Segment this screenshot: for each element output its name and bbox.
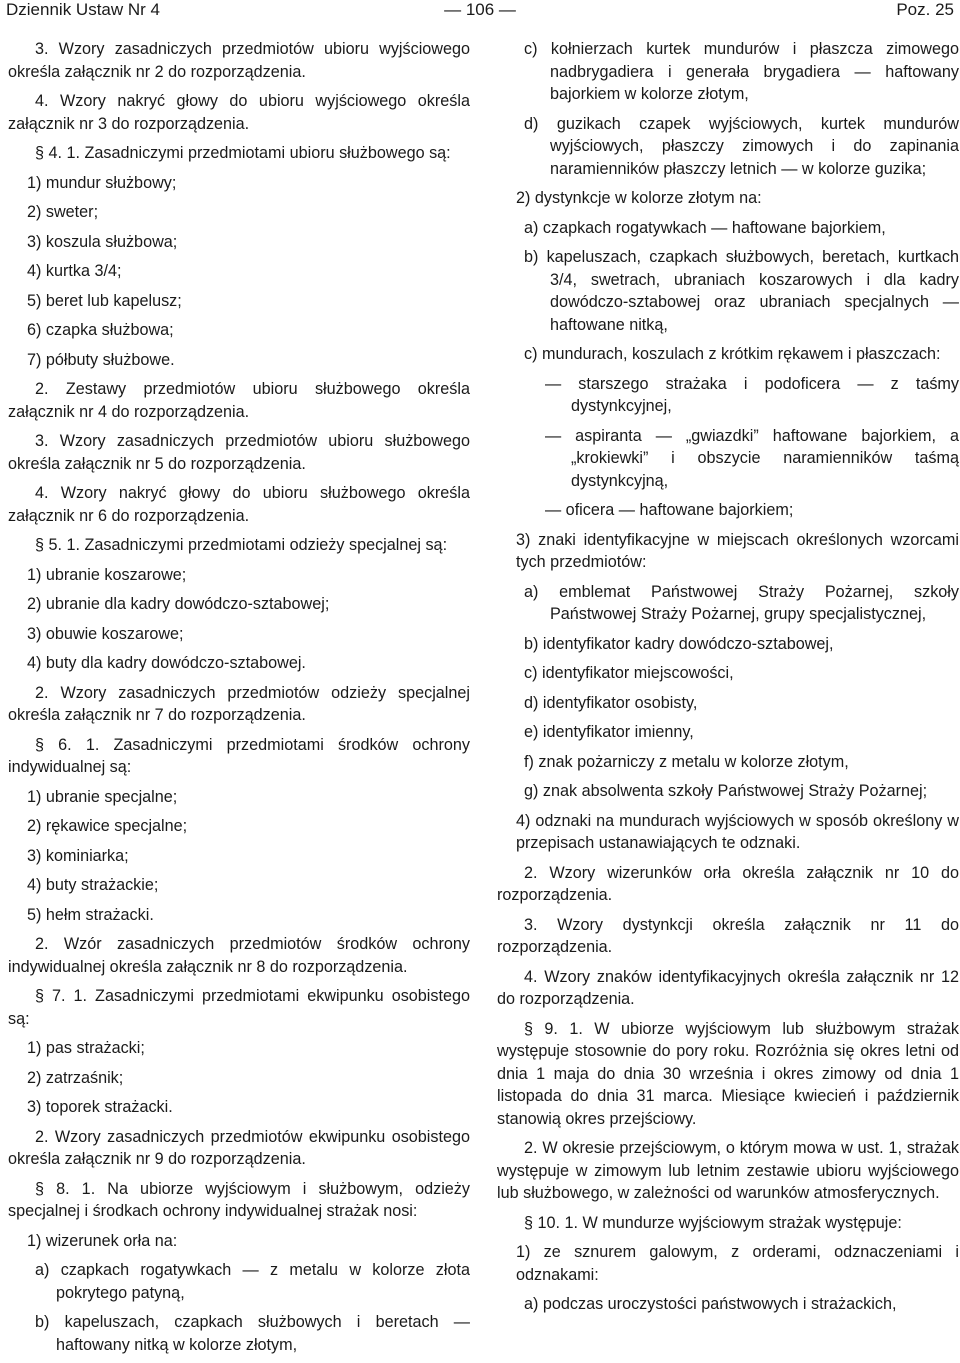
paragraph: f) znak pożarniczy z metalu w kolorze złotym, — [524, 752, 849, 771]
paragraph: — aspiranta — „gwiazdki” haftowane bajorkiem, a „krokiewki” i obszycie naramienników taśmą dystynkcyjną, — [545, 426, 959, 490]
paragraph: 4) buty dla kadry dowódczo-sztabowej. — [27, 654, 306, 672]
paragraph: 2) dystynkcje w kolorze złotym na: — [516, 189, 762, 207]
paragraph: 3. Wzory zasadniczych przedmiotów ubioru służbowego określa załącznik nr 5 do rozporządzenia. — [8, 432, 470, 473]
paragraph: — oficera — haftowane bajorkiem; — [545, 501, 794, 519]
paragraph: 1) ubranie koszarowe; — [27, 565, 187, 584]
paragraph: 1) mundur służbowy; — [27, 173, 177, 192]
paragraph: 2. W okresie przejściowym, o którym mowa w ust. 1, strażak występuje w zimowym lub letnim zestawie ubioru wyjściowego lub służbowego, w zależności od warunków atmosferycznych. — [497, 1139, 959, 1202]
paragraph: § 10. 1. W mundurze wyjściowym strażak występuje: — [524, 1213, 902, 1232]
paragraph: 6) czapka służbowa; — [27, 321, 174, 339]
paragraph: c) mundurach, koszulach z krótkim rękawem i płaszczach: — [524, 345, 941, 363]
paragraph: 2. Wzór zasadniczych przedmiotów środków ochrony indywidualnej określa załącznik nr 8 do rozporządzenia. — [8, 935, 470, 976]
paragraph: 4) odznaki na mundurach wyjściowych w sposób określony w przepisach ustanawiających te odznaki. — [516, 811, 959, 852]
left-column — [8, 38, 470, 1363]
paragraph: 7) półbuty służbowe. — [27, 350, 175, 369]
paragraph: 2. Wzory zasadniczych przedmiotów ekwipunku osobistego określa załącznik nr 9 do rozporządzenia. — [8, 1127, 470, 1168]
paragraph: 2. Wzory zasadniczych przedmiotów odzieży specjalnej określa załącznik nr 7 do rozporządzenia. — [8, 683, 470, 724]
paragraph: a) emblemat Państwowej Straży Pożarnej, szkoły Państwowej Straży Pożarnej, grupy specjalistycznej, — [524, 582, 959, 623]
right-column — [497, 38, 959, 1323]
paragraph: — starszego strażaka i podoficera — z taśmy dystynkcyjnej, — [545, 374, 959, 415]
paragraph: d) guzikach czapek wyjściowych, kurtek mundurów wyjściowych, płaszczy zimowych i do zapinania naramienników płaszczy letnich — w kolorze guzika; — [524, 114, 959, 178]
paragraph: 1) wizerunek orła na: — [27, 1231, 178, 1250]
paragraph: a) podczas uroczystości państwowych i strażackich, — [524, 1295, 897, 1313]
paragraph: 2) ubranie dla kadry dowódczo-sztabowej; — [27, 595, 330, 613]
paragraph: § 4. 1. Zasadniczymi przedmiotami ubioru służbowego są: — [35, 144, 451, 162]
paragraph: 4) buty strażackie; — [27, 876, 159, 894]
position-number: Poz. 25 — [896, 0, 954, 19]
paragraph: g) znak absolwenta szkoły Państwowej Straży Pożarnej; — [524, 782, 928, 800]
paragraph: 2) rękawice specjalne; — [27, 817, 188, 835]
paragraph: a) czapkach rogatywkach — z metalu w kolorze złota pokrytego patyną, — [35, 1261, 470, 1302]
paragraph: 4) kurtka 3/4; — [27, 262, 122, 280]
paragraph: 2. Wzory wizerunków orła określa załącznik nr 10 do rozporządzenia. — [497, 863, 959, 904]
journal-title: Dziennik Ustaw Nr 4 — [6, 0, 160, 19]
paragraph: 3) koszula służbowa; — [27, 232, 178, 251]
paragraph: § 8. 1. Na ubiorze wyjściowym i służbowym, odzieży specjalnej i środkach ochrony indywidualnej strażak nosi: — [8, 1179, 470, 1220]
paragraph: 1) pas strażacki; — [27, 1039, 145, 1057]
paragraph: a) czapkach rogatywkach — haftowane bajorkiem, — [524, 218, 886, 237]
paragraph: 1) ze sznurem galowym, z orderami, odznaczeniami i odznakami: — [516, 1243, 959, 1284]
paragraph: 2. Zestawy przedmiotów ubioru służbowego określa załącznik nr 4 do rozporządzenia. — [8, 380, 470, 421]
paragraph: 3) obuwie koszarowe; — [27, 624, 184, 643]
paragraph: 3) kominiarka; — [27, 846, 129, 865]
paragraph: c) kołnierzach kurtek mundurów i płaszcza zimowego nadbrygadiera i generała brygadiera — haftowany bajorkiem w kolorze złotym, — [524, 40, 959, 103]
paragraph: 2) sweter; — [27, 203, 99, 221]
page-number: — 106 — — [444, 0, 516, 19]
paragraph: 3. Wzory dystynkcji określa załącznik nr 11 do rozporządzenia. — [497, 915, 959, 956]
paragraph: 5) beret lub kapelusz; — [27, 291, 182, 310]
paragraph: § 9. 1. W ubiorze wyjściowym lub służbowym strażak występuje stosownie do pory roku. Rozróżnia się okres letni od dnia 1 maja do dnia 30 września i okres zimowy od dnia 1 listopada do dnia 31 marca. Miesiące kwiecień i październik stanowią okres przejściowy. — [497, 1019, 959, 1128]
paragraph: 3) toporek strażacki. — [27, 1098, 173, 1116]
paragraph: 2) zatrzaśnik; — [27, 1068, 124, 1087]
paragraph: b) kapeluszach, czapkach służbowych, beretach, kurtkach 3/4, swetrach, ubraniach koszarowych i dla kadry dowódczo-sztabowej oraz ubraniach specjalnych — haftowane nitką, — [524, 248, 959, 334]
paragraph: § 7. 1. Zasadniczymi przedmiotami ekwipunku osobistego są: — [8, 987, 470, 1028]
paragraph: e) identyfikator imienny, — [524, 723, 694, 741]
paragraph: 5) hełm strażacki. — [27, 905, 154, 924]
paragraph: 3) znaki identyfikacyjne w miejscach określonych wzorcami tych przedmiotów: — [516, 530, 959, 571]
paragraph: c) identyfikator miejscowości, — [524, 664, 734, 682]
paragraph: 4. Wzory znaków identyfikacyjnych określa załącznik nr 12 do rozporządzenia. — [497, 967, 959, 1008]
paragraph: 1) ubranie specjalne; — [27, 787, 178, 806]
paragraph: § 6. 1. Zasadniczymi przedmiotami środków ochrony indywidualnej są: — [8, 735, 470, 776]
paragraph: 4. Wzory nakryć głowy do ubioru wyjściowego określa załącznik nr 3 do rozporządzenia. — [8, 92, 470, 133]
paragraph: b) identyfikator kadry dowódczo-sztabowej, — [524, 634, 834, 653]
page-header — [0, 0, 960, 22]
paragraph: 3. Wzory zasadniczych przedmiotów ubioru wyjściowego określa załącznik nr 2 do rozporządzenia. — [8, 40, 470, 81]
paragraph: b) kapeluszach, czapkach służbowych i beretach — haftowany nitką w kolorze złotym, — [35, 1313, 470, 1354]
paragraph: § 5. 1. Zasadniczymi przedmiotami odzieży specjalnej są: — [35, 536, 448, 554]
paragraph: d) identyfikator osobisty, — [524, 693, 698, 712]
paragraph: 4. Wzory nakryć głowy do ubioru służbowego określa załącznik nr 6 do rozporządzenia. — [8, 484, 470, 525]
